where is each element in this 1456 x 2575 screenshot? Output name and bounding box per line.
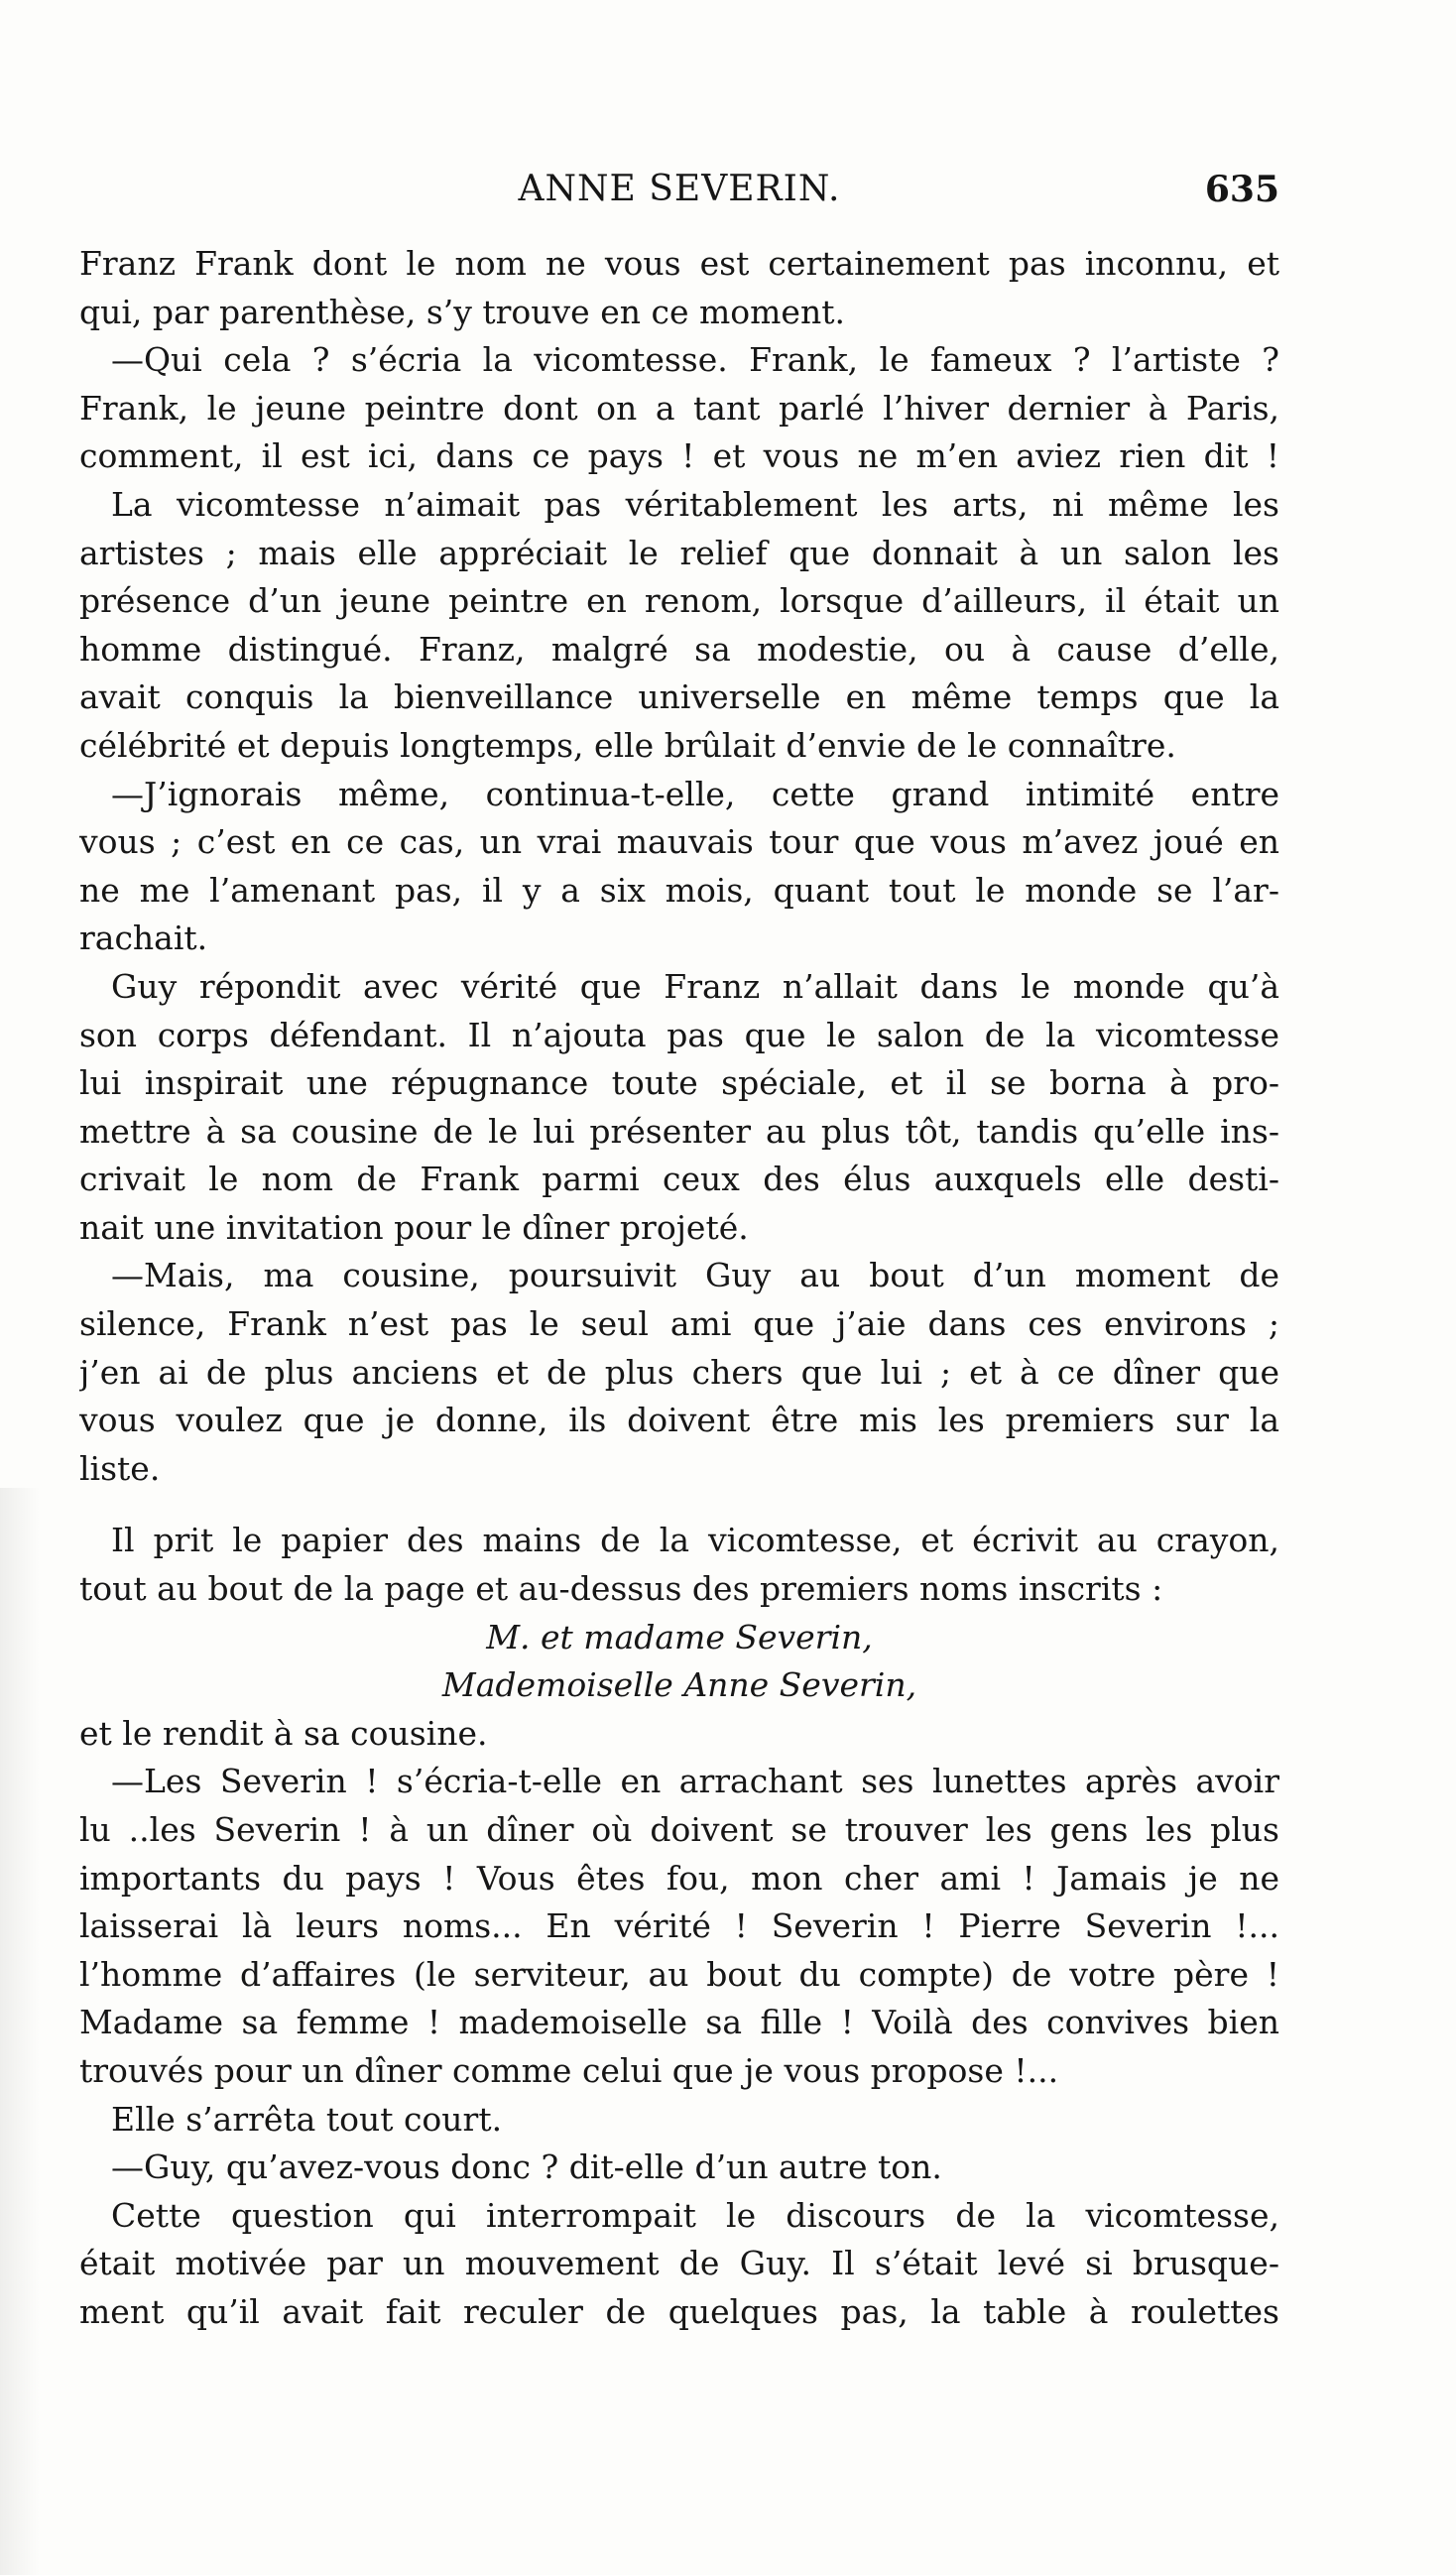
invitation-name-line: M. et madame Severin, (486, 1617, 873, 1656)
text-line: —Qui cela ? s’écria la vicomtesse. Frank, le fameux ? l’artiste ? (111, 340, 1279, 380)
text-line: —Les Severin ! s’écria-t-elle en arrachant ses lunettes après avoir (111, 1762, 1279, 1801)
running-title: ANNE SEVERIN. (518, 169, 841, 209)
text-line: laisserai là leurs noms... En vérité ! Severin ! Pierre Severin !... (79, 1906, 1279, 1946)
text-line: Madame sa femme ! mademoiselle sa fille ! Voilà des convives bien (79, 2003, 1279, 2042)
text-line: La vicomtesse n’aimait pas véritablement les arts, ni même les (111, 484, 1279, 524)
text-line: était motivée par un mouvement de Guy. Il s’était levé si brusque- (79, 2244, 1279, 2283)
text-line: vous ; c’est en ce cas, un vrai mauvais tour que vous m’avez joué en (79, 822, 1279, 862)
text-line: rachait. (79, 919, 208, 958)
text-line: Il prit le papier des mains de la vicomtesse, et écrivit au crayon, (111, 1521, 1279, 1560)
text-line: vous voulez que je donne, ils doivent être mis les premiers sur la (79, 1401, 1279, 1440)
text-line: —J’ignorais même, continua-t-elle, cette grand intimité entre (111, 774, 1279, 813)
text-line: homme distingué. Franz, malgré sa modestie, ou à cause d’elle, (79, 629, 1279, 669)
page-edge-shadow (0, 1488, 40, 2575)
text-line: artistes ; mais elle appréciait le relief que donnait à un salon les (79, 533, 1279, 572)
text-line: tout au bout de la page et au-dessus des premiers noms inscrits : (79, 1569, 1163, 1609)
text-line: présence d’un jeune peintre en renom, lorsque d’ailleurs, il était un (79, 581, 1279, 621)
text-line: ne me l’amenant pas, il y a six mois, quant tout le monde se l’ar- (79, 870, 1279, 910)
page-header (79, 169, 1279, 224)
text-line: lu ..les Severin ! à un dîner où doivent se trouver les gens les plus (79, 1810, 1279, 1849)
text-line: Frank, le jeune peintre dont on a tant parlé l’hiver dernier à Paris, (79, 388, 1279, 428)
invitation-name-line: Mademoiselle Anne Severin, (441, 1665, 917, 1705)
text-line: j’en ai de plus anciens et de plus chers que lui ; et à ce dîner que (79, 1352, 1279, 1392)
text-line: l’homme d’affaires (le serviteur, au bout du compte) de votre père ! (79, 1954, 1279, 1994)
text-line: liste. (79, 1448, 161, 1488)
text-line: comment, il est ici, dans ce pays ! et vous ne m’en aviez rien dit ! (79, 436, 1279, 476)
text-line: mettre à sa cousine de le lui présenter au plus tôt, tandis qu’elle ins- (79, 1111, 1279, 1151)
paragraph-gap (79, 1493, 1279, 1517)
text-line: Franz Frank dont le nom ne vous est certainement pas inconnu, et (79, 244, 1279, 283)
text-line: célébrité et depuis longtemps, elle brûlait d’envie de le connaître. (79, 725, 1176, 765)
text-line: silence, Frank n’est pas le seul ami que j’aie dans ces environs ; (79, 1304, 1279, 1344)
text-line: trouvés pour un dîner comme celui que je vous propose !... (79, 2050, 1059, 2090)
text-line: nait une invitation pour le dîner projeté. (79, 1207, 749, 1247)
text-line: et le rendit à sa cousine. (79, 1713, 488, 1753)
body-text (79, 240, 1279, 2337)
text-line: —Guy, qu’avez-vous donc ? dit-elle d’un autre ton. (111, 2147, 942, 2187)
page-number: 635 (1204, 169, 1279, 210)
text-line: Cette question qui interrompait le discours de la vicomtesse, (111, 2195, 1279, 2235)
text-line: lui inspirait une répugnance toute spéciale, et il se borna à pro- (79, 1063, 1279, 1103)
text-line: Guy répondit avec vérité que Franz n’allait dans le monde qu’à (111, 966, 1279, 1006)
text-line: importants du pays ! Vous êtes fou, mon cher ami ! Jamais je ne (79, 1858, 1279, 1898)
text-line: son corps défendant. Il n’ajouta pas que le salon de la vicomtesse (79, 1015, 1279, 1054)
text-line: —Mais, ma cousine, poursuivit Guy au bout d’un moment de (111, 1256, 1279, 1295)
text-line: avait conquis la bienveillance universelle en même temps que la (79, 677, 1279, 717)
text-line: Elle s’arrêta tout court. (111, 2099, 503, 2139)
text-line: qui, par parenthèse, s’y trouve en ce moment. (79, 292, 845, 331)
text-line: ment qu’il avait fait reculer de quelques pas, la table à roulettes (79, 2291, 1279, 2331)
text-line: crivait le nom de Frank parmi ceux des élus auxquels elle desti- (79, 1160, 1279, 1199)
